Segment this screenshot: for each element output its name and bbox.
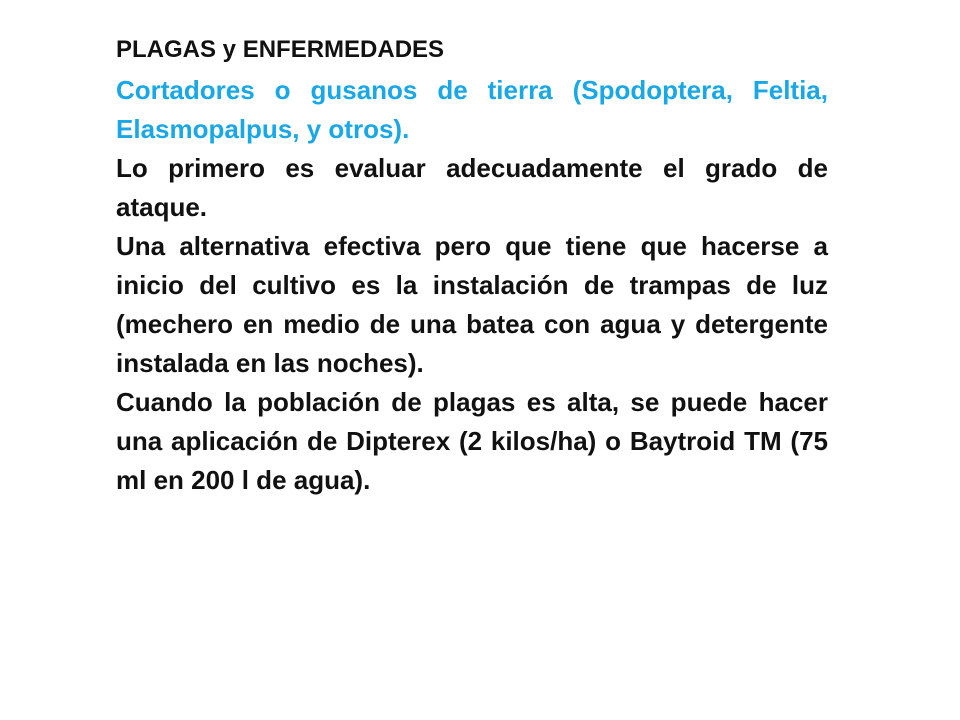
paragraph-evaluation: Lo primero es evaluar adecuadamente el grado de ataque. — [116, 153, 828, 222]
slide-title: PLAGAS y ENFERMEDADES — [116, 36, 445, 63]
paragraph-chemical-control: Cuando la población de plagas es alta, se puede hacer una aplicación de Dipterex (2 kilos/ha) o Baytroid TM (75 ml en 200 l de agua). — [116, 387, 828, 495]
slide-subtitle: Cortadores o gusanos de tierra (Spodoptera, Feltia, Elasmopalpus, y otros). — [116, 75, 828, 144]
paragraph-light-traps: Una alternativa efectiva pero que tiene que hacerse a inicio del cultivo es la instalación de trampas de luz (mechero en medio de una batea con agua y detergente instalada en las noches). — [116, 231, 828, 378]
slide-content — [116, 30, 828, 500]
